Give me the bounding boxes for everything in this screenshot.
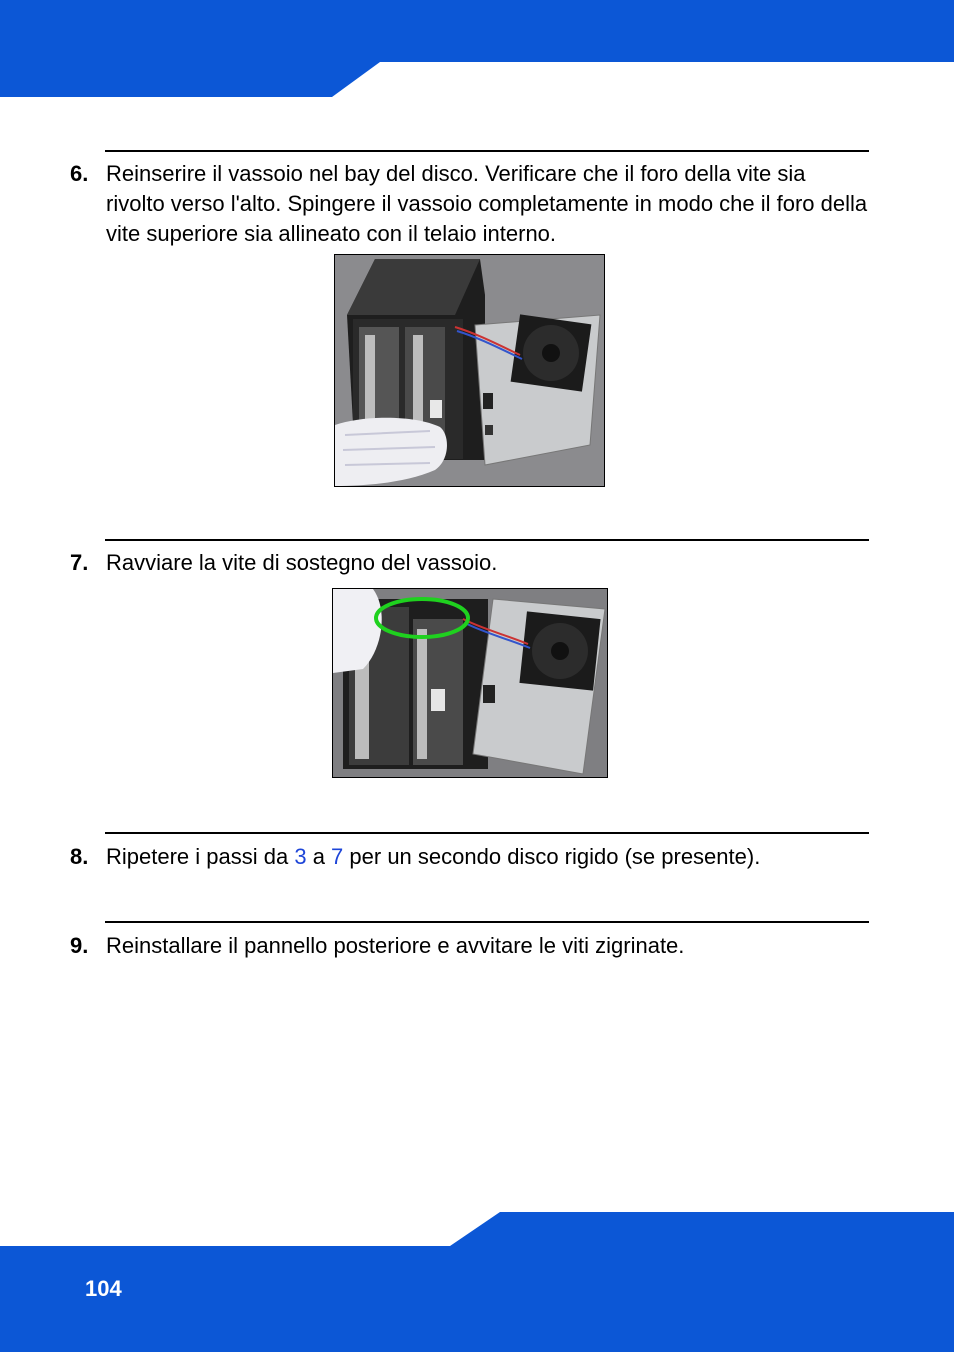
step-8 [70, 842, 870, 872]
step-6-number: 6. [70, 161, 89, 186]
step-9-rule [105, 921, 869, 923]
step-9-text: Reinstallare il pannello posteriore e avvitare le viti zigrinate. [106, 933, 685, 958]
step-8-rule [105, 832, 869, 834]
step-8-text-after: per un secondo disco rigido (se presente). [343, 844, 761, 869]
step-7-rule [105, 539, 869, 541]
step-7 [70, 548, 870, 578]
step-8-text-before: Ripetere i passi da [106, 844, 295, 869]
step-8-text [106, 842, 870, 872]
step-8-text-middle: a [306, 844, 332, 869]
step-7-number: 7. [70, 550, 89, 575]
step-6-photo [334, 254, 605, 487]
step-7-photo [332, 588, 608, 778]
page-number: 104 [85, 1276, 122, 1301]
header-band [0, 0, 954, 98]
step-6-rule [105, 150, 869, 152]
step-9 [70, 931, 870, 961]
step-8-number: 8. [70, 844, 89, 869]
step-7-text: Ravviare la vite di sostegno del vassoio. [106, 550, 498, 575]
step-3-link[interactable]: 3 [294, 844, 307, 869]
step-6 [70, 159, 870, 249]
step-6-text: Reinserire il vassoio nel bay del disco. Verificare che il foro della vite sia rivolto verso l'alto. Spingere il vassoio completamente in modo che il foro della vite superiore sia allineato con il telaio interno. [106, 161, 868, 246]
footer-band [0, 1212, 954, 1352]
step-7-link[interactable]: 7 [331, 844, 344, 869]
step-9-number: 9. [70, 933, 89, 958]
